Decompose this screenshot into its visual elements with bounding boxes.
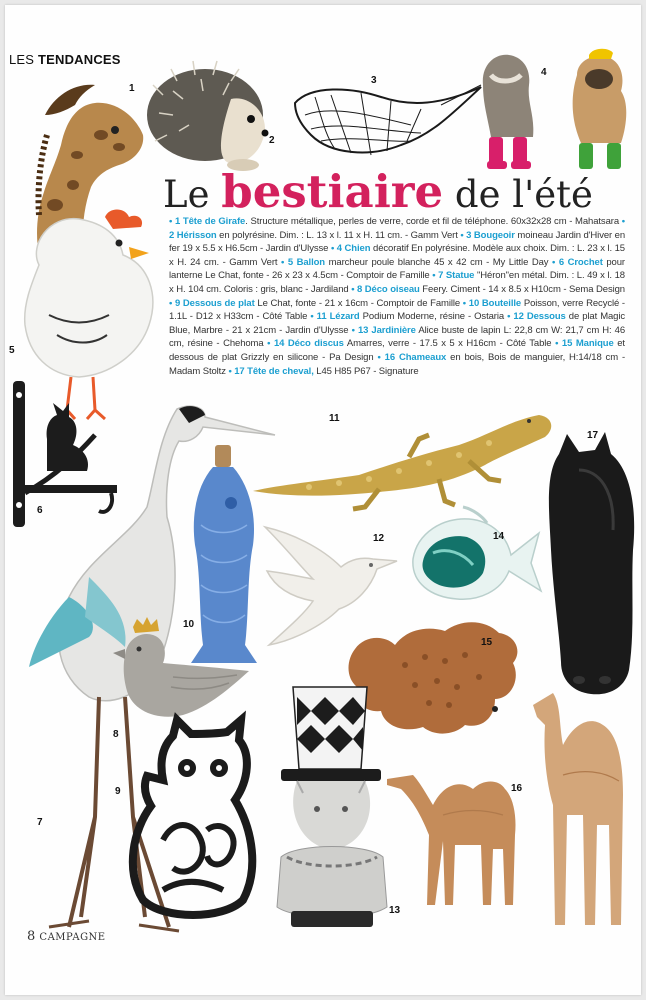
magazine-page	[5, 5, 641, 995]
item-number-4: 4	[541, 67, 547, 78]
item-number-9: 9	[115, 786, 121, 797]
product-item: • 13 Jardinière Alice buste de lapin L: 22,8 cm W: 21,7 cm H: 46 cm, résine - Chehoma	[169, 324, 626, 350]
item-number-16: 16	[511, 783, 523, 794]
product-item: • 7 Statue "Héron"en métal. Dim. : L. 49 x l. 18 x H. 104 cm. Coloris : gris, blanc - Jardiland	[169, 270, 625, 295]
product-item: • 6 Crochet pour lanterne Le Chat, fonte - 26 x 23 x 4.5cm - Comptoir de Famille	[169, 256, 625, 282]
item-number-7: 7	[37, 817, 43, 828]
magazine-name: CAMPAGNE	[39, 932, 106, 943]
product-item: • 2 Hérisson en polyrésine. Dim. : L. 13 x l. 11 x H. 11 cm. - Gamm Vert	[169, 216, 625, 241]
product-item: • 15 Manique et dessous de plat Grizzly en silicone - Pa Design	[169, 338, 625, 363]
horse-head-image	[539, 430, 641, 700]
item-number-11: 11	[329, 413, 340, 424]
product-item: • 1 Tête de Girafe. Structure métallique, perles de verre, corde et fil de téléphone. 60x32x28 cm - Mahatsara	[169, 216, 620, 227]
glass-discus-fish-image	[403, 503, 543, 608]
product-item: • 9 Dessous de plat Le Chat, fonte - 21 x 16cm - Comptoir de Famille	[169, 297, 461, 309]
item-number-15: 15	[481, 637, 493, 648]
page-number: 8	[27, 929, 36, 944]
product-item: • 11 Lézard Podium Moderne, résine - Ostaria	[310, 311, 505, 323]
item-number-2: 2	[269, 135, 275, 146]
product-item: • 12 Dessous de plat Magic Blue, Marbre - 21 x 21cm - Jardin d'Ulysse	[169, 311, 626, 336]
product-item: • 10 Bouteille Poisson, verre Recyclé - 1.1L - D12 x H33cm - Côté Table	[169, 297, 625, 323]
title-main: bestiaire	[221, 165, 444, 218]
item-number-5: 5	[9, 345, 15, 356]
product-item: • 14 Déco discus Amarres, verre - 17.5 x 5 x H16cm - Côté Table	[267, 338, 552, 350]
product-list	[169, 215, 625, 378]
product-item: • 17 Tête de cheval, L45 H85 P67 - Signature	[228, 365, 419, 377]
item-number-1: 1	[129, 83, 135, 94]
item-number-8: 8	[113, 729, 119, 740]
page-footer	[27, 929, 106, 944]
title-post: de l'été	[454, 173, 593, 216]
product-item: • 4 Chien décoratif En polyrésine. Modèle aux choix. Dim. : L. 23 x l. 15 x H. 24 cm. - Gamm Vert	[169, 243, 625, 268]
product-item: • 8 Déco oiseau Feery. Ciment - 14 x 8.5 x H10cm - Sema Design	[351, 283, 625, 295]
cat-trivet-image	[115, 720, 263, 920]
item-number-6: 6	[37, 505, 43, 516]
rubric	[9, 52, 121, 67]
item-number-13: 13	[389, 905, 401, 916]
item-number-3: 3	[371, 75, 377, 86]
title-pre: Le	[163, 173, 210, 216]
wooden-camels-image	[383, 685, 633, 935]
item-number-14: 14	[493, 531, 505, 542]
item-number-17: 17	[587, 430, 599, 441]
hedgehog-image	[143, 55, 283, 175]
product-item: • 5 Ballon marcheur poule blanche 45 x 42 cm - My Little Day	[281, 256, 549, 268]
page-title	[163, 165, 593, 218]
item-number-10: 10	[183, 619, 195, 630]
gold-lizard-image	[249, 395, 559, 515]
rubric-prefix: LES	[9, 52, 35, 67]
product-item: • 16 Chameaux en bois, Bois de manguier, H:14/18 cm - Madam Stoltz	[169, 351, 626, 377]
rubric-main: TENDANCES	[37, 52, 121, 67]
product-item: • 3 Bougeoir moineau Jardin d'Hiver en fer 19 x 5.5 x H6.5cm - Jardin d'Ulysse	[169, 229, 626, 255]
item-number-12: 12	[373, 533, 385, 544]
decorative-dogs-image	[461, 45, 641, 175]
